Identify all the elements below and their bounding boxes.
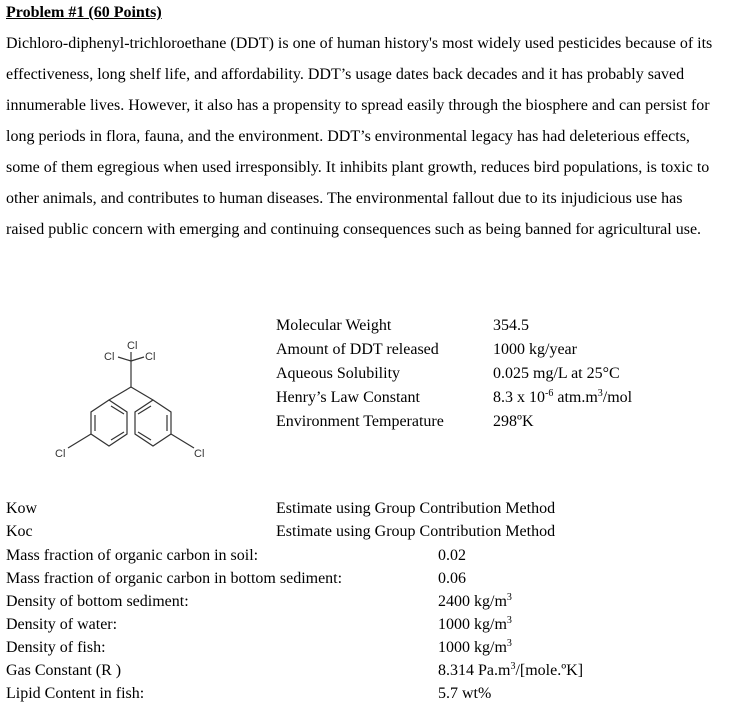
atom-cl-top: Cl	[127, 340, 138, 352]
value-superscript: 3	[506, 592, 512, 603]
parameter-value	[438, 682, 491, 705]
parameter-row	[6, 590, 706, 613]
parameter-row	[6, 613, 706, 636]
property-label: Environment Temperature	[276, 413, 444, 430]
parameter-value: 0.02	[438, 547, 466, 564]
value-part: /[mole.ºK]	[515, 662, 584, 679]
value-part: 1000 kg/m	[438, 639, 507, 656]
property-value: 298ºK	[493, 413, 534, 430]
parameter-row	[6, 567, 706, 590]
parameter-value	[438, 636, 512, 659]
value-part: 2400 kg/m	[438, 593, 507, 610]
parameter-row	[6, 659, 706, 682]
property-value: 354.5	[493, 317, 529, 334]
estimate-label: Kow	[6, 500, 38, 517]
parameter-value: 0.06	[438, 570, 466, 587]
value-part: 8.314 Pa.m	[438, 662, 511, 679]
parameter-row	[6, 682, 706, 705]
property-value: 0.025 mg/L at 25°C	[493, 365, 620, 382]
value-part: /mol	[602, 389, 633, 406]
property-value: 1000 kg/year	[493, 341, 577, 358]
parameter-label: Gas Constant (R )	[6, 662, 122, 679]
estimate-row	[6, 497, 706, 520]
value-part: 5.7 wt%	[438, 685, 492, 702]
parameter-label: Lipid Content in fish:	[6, 685, 145, 702]
estimate-label: Koc	[6, 523, 33, 540]
parameter-label: Mass fraction of organic carbon in bottom sediment:	[6, 570, 343, 587]
parameter-label: Mass fraction of organic carbon in soil:	[6, 547, 259, 564]
structure-bonds	[68, 352, 194, 448]
parameter-list	[6, 544, 706, 705]
atom-cl-ring-right: Cl	[194, 448, 205, 460]
atom-cl-ring-left: Cl	[55, 448, 66, 460]
estimate-value: Estimate using Group Contribution Method	[276, 500, 556, 517]
value-superscript: -6	[545, 388, 554, 399]
parameter-value	[438, 659, 583, 682]
parameter-value	[438, 613, 512, 636]
value-superscript: 3	[506, 638, 512, 649]
problem-title: Problem #1 (60 Points)	[6, 4, 162, 21]
estimate-value: Estimate using Group Contribution Method	[276, 523, 556, 540]
property-value	[493, 386, 632, 410]
estimate-list	[6, 497, 706, 543]
value-part: 8.3 x 10	[493, 389, 545, 406]
value-superscript: 3	[510, 661, 516, 672]
parameter-row	[6, 636, 706, 659]
value-part: 1000 kg/m	[438, 616, 507, 633]
parameter-value	[438, 590, 512, 613]
parameter-label: Density of bottom sediment:	[6, 593, 189, 610]
ddt-structure-diagram	[28, 330, 268, 470]
property-label: Aqueous Solubility	[276, 365, 401, 382]
atom-cl-left: Cl	[104, 351, 115, 363]
atom-cl-right: Cl	[145, 351, 156, 363]
estimate-row	[6, 520, 706, 543]
property-label: Amount of DDT released	[276, 341, 439, 358]
parameter-label: Density of water:	[6, 616, 118, 633]
value-superscript: 3	[506, 615, 512, 626]
value-superscript: 3	[597, 388, 603, 399]
parameter-label: Density of fish:	[6, 639, 106, 656]
property-label: Henry’s Law Constant	[276, 389, 420, 406]
property-label: Molecular Weight	[276, 317, 392, 334]
parameter-row	[6, 544, 706, 567]
intro-paragraph: Dichloro-diphenyl-trichloroethane (DDT) is one of human history's most widely used pesticides because of its effectiveness, long shelf life, and affordability. DDT’s usage dates back decades and it has probably saved innumerable lives. However, it also has a propensity to spread easily through the biosphere and can persist for long periods in flora, fauna, and the environment. DDT’s environmental legacy has had deleterious effects, some of them egregious when used irresponsibly. It inhibits plant growth, reduces bird populations, is toxic to other animals, and contributes to human diseases. The environmental fallout due to its injudicious use has raised public concern with emerging and continuing consequences such as being banned for agricultural use.	[6, 35, 713, 238]
value-part: atm.m	[553, 389, 598, 406]
